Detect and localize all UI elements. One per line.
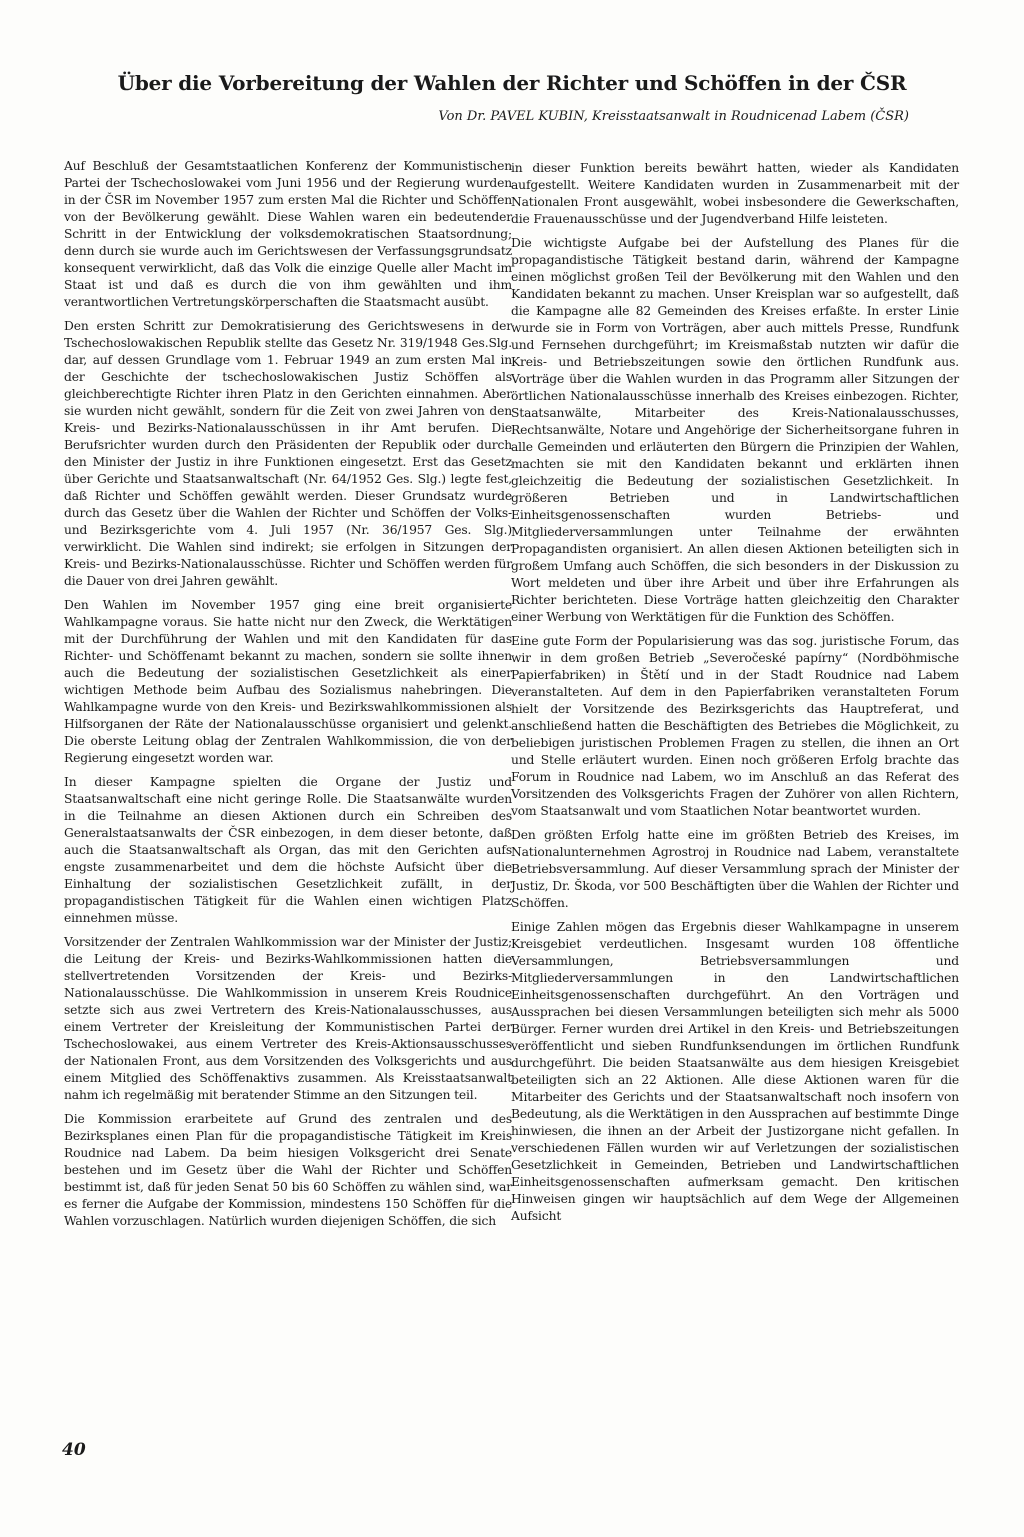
paragraph: Den größten Erfolg hatte eine im größten Betrieb des Kreises, im Nationalunternehmen Agrostroj in Roudnice nad Labem, veranstaltete Betriebsversammlung. Auf dieser Versammlung sprach der Minister der Justiz, Dr. Škoda, vor 500 Beschäftigten über die Wahlen der Richter und Schöffen.: [511, 828, 959, 910]
left-column: [64, 158, 512, 1237]
paragraph: Die wichtigste Aufgabe bei der Aufstellung des Planes für die propagandistische Tätigkeit bestand darin, während der Kampagne einen möglichst großen Teil der Bevölkerung mit den Wahlen und den Kandidaten bekannt zu machen. Unser Kreisplan war so aufgestellt, daß die Kampagne alle 82 Gemeinden des Kreises erfaßte. In erster Linie wurde sie in Form von Vorträgen, aber auch mittels Presse, Rundfunk und Fernsehen durchgeführt; im Kreismaßstab nutzten wir dafür die Kreis- und Betriebszeitungen sowie den örtlichen Rundfunk aus. Vorträge über die Wahlen wurden in das Programm aller Sitzungen der örtlichen Nationalausschüsse innerhalb des Kreises einbezogen. Richter, Staatsanwälte, Mitarbeiter des Kreis-Nationalausschusses, Rechtsanwälte, Notare und Angehörige der Sicherheitsorgane fuhren in alle Gemeinden und erläuterten den Bürgern die Prinzipien der Wahlen, machten sie mit den Kandidaten bekannt und erklärten ihnen gleichzeitig die Bedeutung der sozialistischen Gesetzlichkeit. In größeren Betrieben und in Landwirtschaftlichen Einheitsgenossenschaften wurden Betriebs- und Mitgliederversammlungen unter Teilnahme der erwähnten Propagandisten organisiert. An allen diesen Aktionen beteiligten sich in großem Umfang auch Schöffen, die sich besonders in der Diskussion zu Wort meldeten und über ihre Arbeit und über ihre Erfahrungen als Richter berichteten. Diese Vorträge hatten gleichzeitig den Charakter einer Werbung von Werktätigen für die Funktion des Schöffen.: [511, 236, 959, 624]
paragraph: Den ersten Schritt zur Demokratisierung des Gerichtswesens in der Tschechoslowakischen Republik stellte das Gesetz Nr. 319/1948 Ges.Slg. dar, auf dessen Grundlage vom 1. Februar 1949 an zum ersten Mal in der Geschichte der tschechoslowakischen Justiz Schöffen als gleichberechtigte Richter ihren Platz in den Gerichten einnahmen. Aber sie wurden nicht gewählt, sondern für die Zeit von zwei Jahren von den Kreis- und Bezirks-Nationalausschüssen in ihr Amt berufen. Die Berufsrichter wurden durch den Präsidenten der Republik oder durch den Minister der Justiz in ihre Funktionen eingesetzt. Erst das Gesetz über Gerichte und Staatsanwaltschaft (Nr. 64/1952 Ges. Slg.) legte fest, daß Richter und Schöffen gewählt werden. Dieser Grundsatz wurde durch das Gesetz über die Wahlen der Richter und Schöffen der Volks- und Bezirksgerichte vom 4. Juli 1957 (Nr. 36/1957 Ges. Slg.) verwirklicht. Die Wahlen sind indirekt; sie erfolgen in Sitzungen der Kreis- und Bezirks-Nationalausschüsse. Richter und Schöffen werden für die Dauer von drei Jahren gewählt.: [64, 319, 512, 588]
page-number: 40: [62, 1440, 86, 1460]
paragraph: In dieser Kampagne spielten die Organe der Justiz und Staatsanwaltschaft eine nicht geringe Rolle. Die Staatsanwälte wurden in die Teilnahme an diesen Aktionen durch ein Schreiben des Generalstaatsanwalts der ČSR einbezogen, in dem dieser betonte, daß auch die Staatsanwaltschaft als Organ, das mit den Gerichten aufs engste zusammenarbeitet und dem die höchste Aufsicht über die Einhaltung der sozialistischen Gesetzlichkeit zufällt, in der propagandistischen Tätigkeit für die Wahlen einen wichtigen Platz einnehmen müsse.: [64, 775, 512, 925]
paragraph: Auf Beschluß der Gesamtstaatlichen Konferenz der Kommunistischen Partei der Tschechoslowakei vom Juni 1956 und der Regierung wurden in der ČSR im November 1957 zum ersten Mal die Richter und Schöffen von der Bevölkerung gewählt. Diese Wahlen waren ein bedeutender Schritt in der Entwicklung der volksdemokratischen Staatsordnung; denn durch sie wurde auch im Gerichtswesen der Verfassungsgrundsatz konsequent verwirklicht, daß das Volk die einzige Quelle aller Macht im Staat ist und daß es durch die von ihm gewählten und ihm verantwortlichen Vertretungskörperschaften die Staatsmacht ausübt.: [64, 159, 512, 309]
paragraph: Den Wahlen im November 1957 ging eine breit organisierte Wahlkampagne voraus. Sie hatte nicht nur den Zweck, die Werktätigen mit der Durchführung der Wahlen und mit den Kandidaten für das Richter- und Schöffenamt bekannt zu machen, sondern sie sollte ihnen auch die Bedeutung der sozialistischen Gesetzlichkeit als einer wichtigen Methode beim Aufbau des Sozialismus nahebringen. Die Wahlkampagne wurde von den Kreis- und Bezirkswahlkommissionen als Hilfsorganen der Räte der Nationalausschüsse organisiert und gelenkt. Die oberste Leitung oblag der Zentralen Wahlkommission, die von der Regierung eingesetzt worden war.: [64, 598, 512, 765]
article-title: Über die Vorbereitung der Wahlen der Richter und Schöffen in der ČSR: [117, 71, 907, 95]
paragraph: Einige Zahlen mögen das Ergebnis dieser Wahlkampagne in unserem Kreisgebiet verdeutlichen. Insgesamt wurden 108 öffentliche Versammlungen, Betriebsversammlungen und Mitgliederversammlungen in den Landwirtschaftlichen Einheitsgenossenschaften durchgeführt. An den Vorträgen und Aussprachen bei diesen Versammlungen beteiligten sich mehr als 5000 Bürger. Ferner wurden drei Artikel in den Kreis- und Betriebszeitungen veröffentlicht und sieben Rundfunksendungen im örtlichen Rundfunk durchgeführt. Die beiden Staatsanwälte aus dem hiesigen Kreisgebiet beteiligten sich an 22 Aktionen. Alle diese Aktionen waren für die Mitarbeiter des Gerichts und der Staatsanwaltschaft noch insofern von Bedeutung, als die Werktätigen in den Aussprachen auf bestimmte Dinge hinwiesen, die ihnen an der Arbeit der Justizorgane nicht gefallen. In verschiedenen Fällen wurden wir auf Verletzungen der sozialistischen Gesetzlichkeit in Gemeinden, Betrieben und Landwirtschaftlichen Einheitsgenossenschaften aufmerksam gemacht. Den kritischen Hinweisen gingen wir hauptsächlich auf dem Wege der Allgemeinen Aufsicht: [511, 920, 959, 1223]
paragraph: Eine gute Form der Popularisierung was das sog. juristische Forum, das wir in dem großen Betrieb „Severočeské papírny“ (Nordböhmische Papierfabriken) in Štětí und in der Stadt Roudnice nad Labem veranstalteten. Auf dem in den Papierfabriken veranstalteten Forum hielt der Vorsitzende des Bezirksgerichts das Hauptreferat, und anschließend hatten die Beschäftigten des Betriebes die Möglichkeit, zu beliebigen juristischen Problemen Fragen zu stellen, die ihnen an Ort und Stelle erläutert wurden. Einen noch größeren Erfolg brachte das Forum in Roudnice nad Labem, wo im Anschluß an das Referat des Vorsitzenden des Volksgerichts Fragen der Zuhörer von allen Richtern, vom Staatsanwalt und vom Staatlichen Notar beantwortet wurden.: [511, 634, 959, 818]
paragraph: Vorsitzender der Zentralen Wahlkommission war der Minister der Justiz; die Leitung der Kreis- und Bezirks-Wahlkommissionen hatten die stellvertretenden Vorsitzenden der Kreis- und Bezirks-Nationalausschüsse. Die Wahlkommission in unserem Kreis Roudnice setzte sich aus zwei Vertretern des Kreis-Nationalausschusses, aus einem Vertreter der Kreisleitung der Kommunistischen Partei der Tschechoslowakei, aus einem Vertreter des Kreis-Aktionsausschusses der Nationalen Front, aus dem Vorsitzenden des Volksgerichts und aus einem Mitglied des Schöffenaktivs zusammen. Als Kreisstaatsanwalt nahm ich regelmäßig mit beratender Stimme an den Sitzungen teil.: [64, 935, 512, 1102]
paragraph: in dieser Funktion bereits bewährt hatten, wieder als Kandidaten aufgestellt. Weitere Kandidaten wurden in Zusammenarbeit mit der Nationalen Front ausgewählt, wobei insbesondere die Gewerkschaften, die Frauenausschüsse und der Jugendverband Hilfe leisteten.: [511, 161, 959, 226]
article-byline: Von Dr. PAVEL KUBIN, Kreisstaatsanwalt in Roudnicenad Labem (ČSR): [438, 109, 909, 124]
paragraph: Die Kommission erarbeitete auf Grund des zentralen und des Bezirksplanes einen Plan für die propagandistische Tätigkeit im Kreis Roudnice nad Labem. Da beim hiesigen Volksgericht drei Senate bestehen und im Gesetz über die Wahl der Richter und Schöffen bestimmt ist, daß für jeden Senat 50 bis 60 Schöffen zu wählen sind, war es ferner die Aufgabe der Kommission, mindestens 150 Schöffen für die Wahlen vorzuschlagen. Natürlich wurden diejenigen Schöffen, die sich: [64, 1112, 512, 1228]
right-column: [511, 160, 959, 1232]
